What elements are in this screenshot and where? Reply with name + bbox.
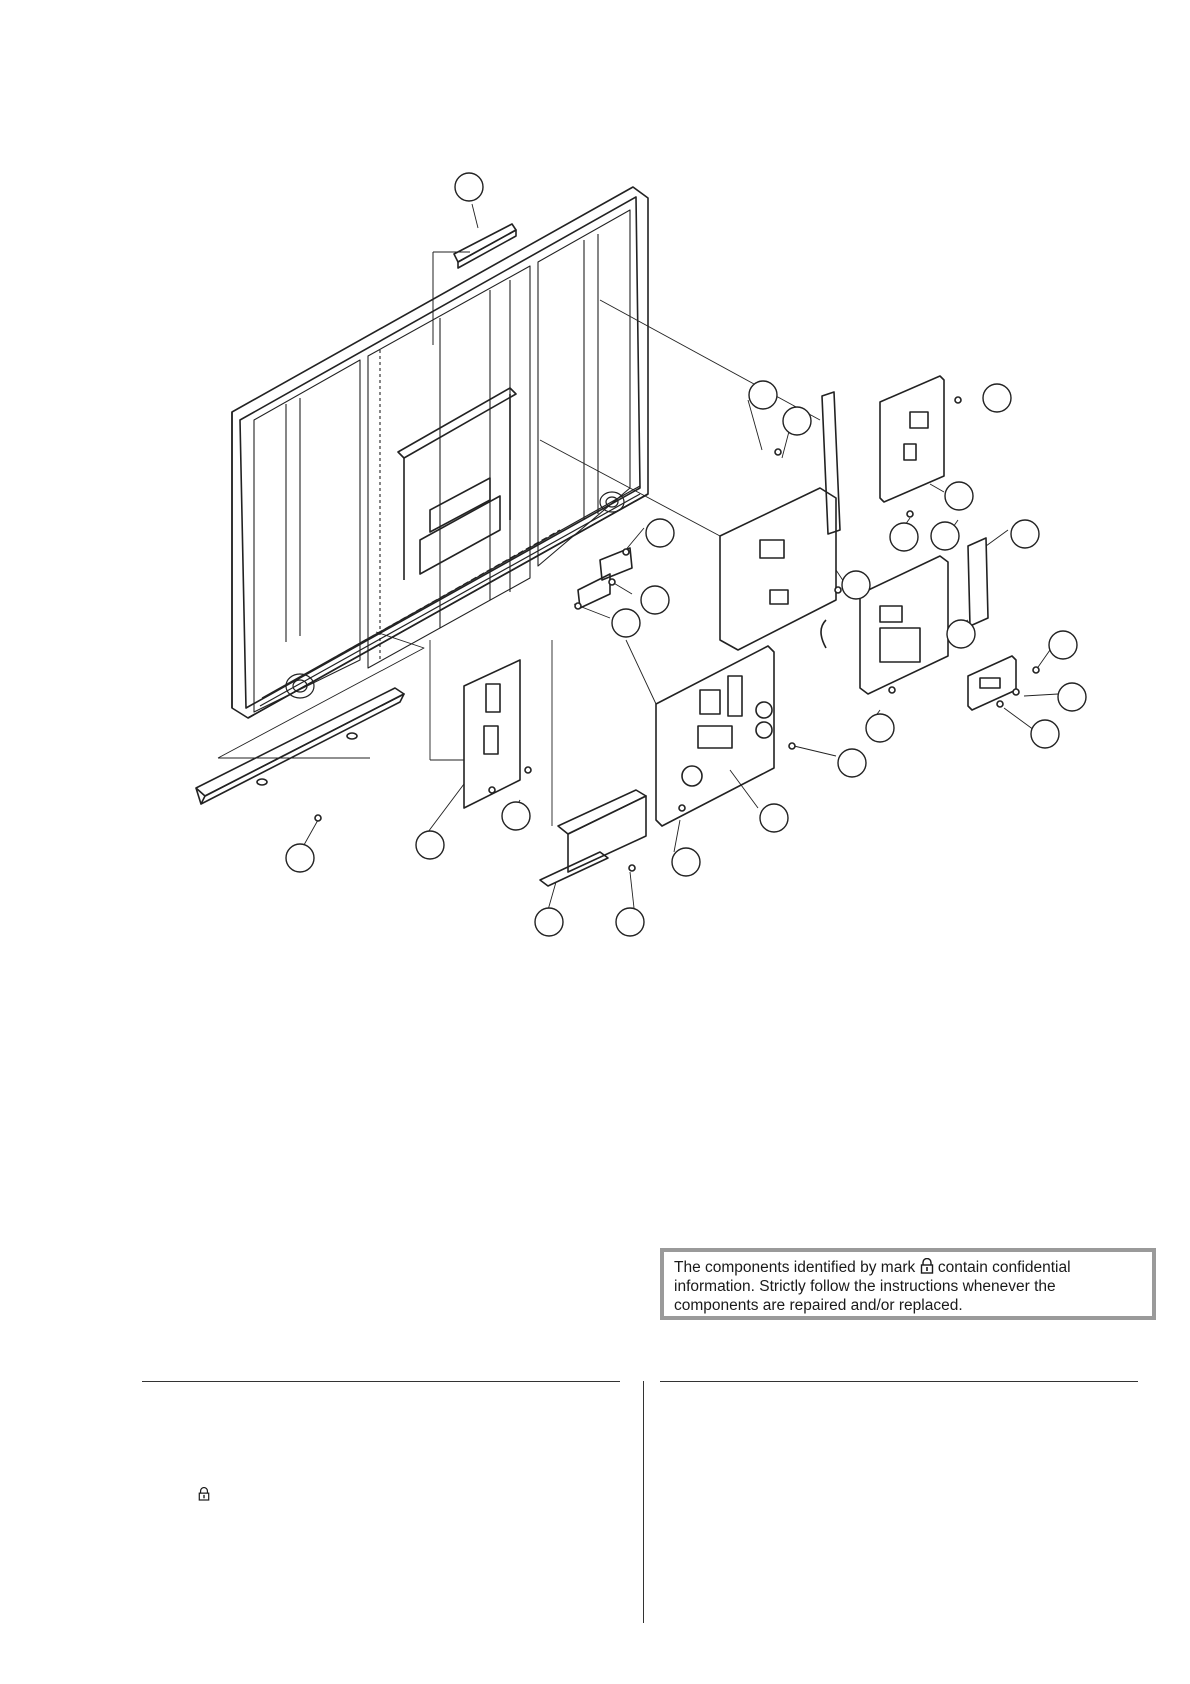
circuit-board-c <box>880 376 944 502</box>
circuit-board-b <box>626 640 774 826</box>
lock-icon <box>920 1258 934 1274</box>
circuit-board-a <box>430 640 520 808</box>
notice-text-part: contain confidential <box>933 1259 1071 1276</box>
terminal-bracket <box>540 640 646 886</box>
small-parts <box>578 548 632 608</box>
front-trim-bar <box>196 632 424 804</box>
notice-line-2: information. Strictly follow the instructions whenever the <box>674 1278 1056 1295</box>
screws <box>315 397 1039 871</box>
callout-circles <box>286 173 1086 936</box>
chassis-panels <box>254 210 630 712</box>
jack-bracket <box>968 656 1016 710</box>
confidential-notice <box>660 1248 1156 1320</box>
right-table-rule <box>660 1381 1138 1382</box>
side-card <box>968 538 988 626</box>
notice-text-part: The components identified by mark <box>674 1259 920 1276</box>
lock-icon <box>198 1487 210 1501</box>
vertical-strip <box>822 392 840 534</box>
left-table-rule <box>142 1381 620 1382</box>
stand-bracket <box>398 388 516 580</box>
notice-line-3: components are repaired and/or replaced. <box>674 1297 963 1314</box>
top-button-bar <box>433 224 516 345</box>
notice-line-1 <box>674 1258 1142 1277</box>
column-divider <box>643 1381 644 1623</box>
